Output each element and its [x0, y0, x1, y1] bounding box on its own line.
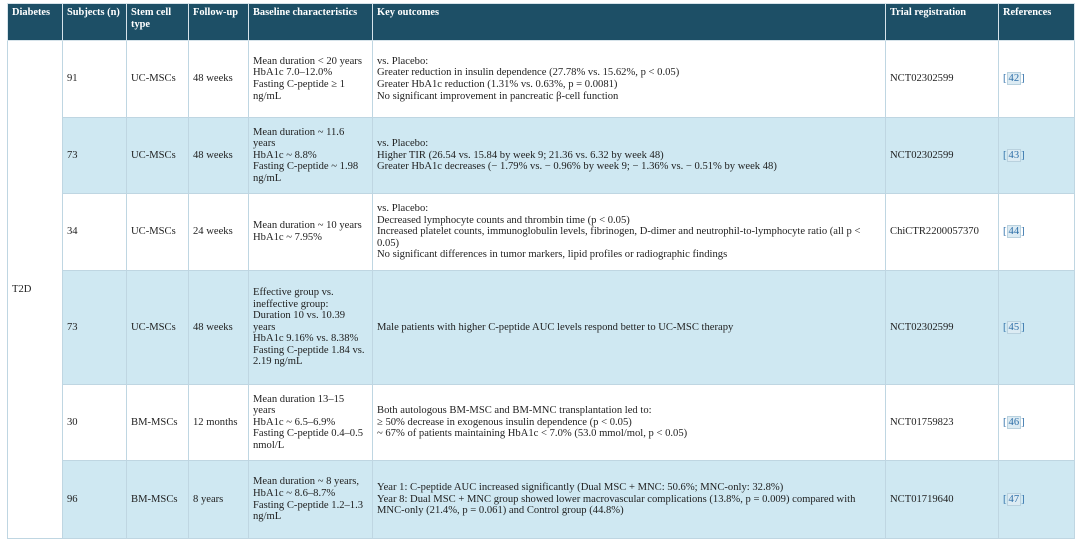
baseline-cell: [249, 118, 373, 194]
baseline-line: HbA1c ~ 6.5–6.9%: [253, 416, 336, 428]
outcome-line: Year 8: Dual MSC + MNC group showed lower macrovascular complications (13.8%, p = 0.009) compared with MNC-only (21.4%, p = 0.061) and Control group (44.8%): [377, 493, 856, 517]
baseline-line: HbA1c 9.16% vs. 8.38%: [253, 333, 359, 345]
reference-bracket-open: [: [1003, 321, 1007, 333]
stem-cell-type-cell: BM-MSCs: [127, 385, 189, 461]
subjects-cell: 91: [63, 41, 127, 118]
trial-registration-cell: NCT01719640: [886, 461, 999, 539]
trial-registration-cell: NCT02302599: [886, 271, 999, 385]
reference-bracket-open: [: [1003, 493, 1007, 505]
baseline-line: Mean duration < 20 years: [253, 55, 362, 67]
follow-up-cell: 48 weeks: [189, 118, 249, 194]
outcome-line: vs. Placebo:: [377, 203, 429, 215]
outcome-line: ≥ 50% decrease in exogenous insulin dependence (p < 0.05): [377, 416, 632, 428]
follow-up-cell: 48 weeks: [189, 271, 249, 385]
outcome-line: Both autologous BM-MSC and BM-MNC transplantation led to:: [377, 405, 652, 417]
header-follow-up: Follow-up: [189, 4, 249, 41]
table-row: [8, 118, 1075, 194]
baseline-cell: [249, 271, 373, 385]
baseline-line: Mean duration ~ 10 years: [253, 220, 362, 232]
baseline-line: Fasting C-peptide ≥ 1 ng/mL: [253, 79, 346, 102]
follow-up-cell: 8 years: [189, 461, 249, 539]
stem-cell-type-cell: UC-MSCs: [127, 41, 189, 118]
reference-bracket-close: ]: [1021, 73, 1025, 85]
reference-bracket-close: ]: [1021, 493, 1025, 505]
trial-registration-cell: NCT02302599: [886, 118, 999, 194]
baseline-line: HbA1c ~ 8.6–8.7%: [253, 487, 336, 499]
trial-registration-cell: ChiCTR2200057370: [886, 194, 999, 271]
header-references: References: [999, 4, 1075, 41]
reference-cell: [999, 271, 1075, 385]
key-outcomes-cell: [373, 271, 886, 385]
table-row: [8, 385, 1075, 461]
trials-table: [7, 3, 1075, 539]
outcome-line: vs. Placebo:: [377, 55, 429, 67]
diabetes-type-cell: T2D: [8, 41, 63, 539]
baseline-line: Mean duration ~ 8 years,: [253, 476, 360, 488]
table-row: [8, 41, 1075, 118]
trial-registration-cell: NCT01759823: [886, 385, 999, 461]
reference-bracket-open: [: [1003, 149, 1007, 161]
baseline-line: HbA1c 7.0–12.0%: [253, 67, 333, 79]
outcome-line: Year 1: C-peptide AUC increased significantly (Dual MSC + MNC: 50.6%; MNC-only: 32.8%): [377, 482, 784, 494]
reference-cell: [999, 385, 1075, 461]
baseline-cell: [249, 385, 373, 461]
reference-cell: [999, 194, 1075, 271]
reference-bracket-close: ]: [1021, 149, 1025, 161]
reference-bracket-close: ]: [1021, 321, 1025, 333]
stem-cell-type-cell: UC-MSCs: [127, 118, 189, 194]
follow-up-cell: 12 months: [189, 385, 249, 461]
header-trial-registration: Trial registration: [886, 4, 999, 41]
baseline-line: Duration 10 vs. 10.39 years: [253, 310, 346, 333]
header-row: [8, 4, 1075, 41]
stem-cell-type-cell: BM-MSCs: [127, 461, 189, 539]
reference-cell: [999, 461, 1075, 539]
outcome-line: Greater HbA1c reduction (1.31% vs. 0.63%, p = 0.0081): [377, 79, 618, 90]
subjects-cell: 73: [63, 271, 127, 385]
reference-bracket-open: [: [1003, 226, 1007, 238]
baseline-cell: [249, 41, 373, 118]
baseline-line: Fasting C-peptide 1.84 vs. 2.19 ng/mL: [253, 344, 365, 368]
header-key-outcomes: Key outcomes: [373, 4, 886, 41]
subjects-cell: 73: [63, 118, 127, 194]
outcome-line: Greater reduction in insulin dependence (27.78% vs. 15.62%, p < 0.05): [377, 67, 680, 79]
outcome-line: Increased platelet counts, immunoglobulin levels, fibrinogen, D-dimer and neutrophil-to-lymphocyte ratio (all p < 0.05): [377, 226, 861, 249]
key-outcomes-cell: [373, 41, 886, 118]
table-row: [8, 271, 1075, 385]
reference-bracket-open: [: [1003, 73, 1007, 85]
reference-cell: [999, 118, 1075, 194]
reference-link[interactable]: 42: [1008, 73, 1020, 85]
header-stem-cell-type: Stem cell type: [127, 4, 189, 41]
reference-link[interactable]: 47: [1008, 493, 1020, 505]
baseline-cell: [249, 194, 373, 271]
header-diabetes: Diabetes: [8, 4, 63, 41]
key-outcomes-cell: [373, 461, 886, 539]
key-outcomes-cell: [373, 385, 886, 461]
trial-registration-cell: NCT02302599: [886, 41, 999, 118]
reference-bracket-close: ]: [1021, 416, 1025, 428]
reference-bracket-close: ]: [1021, 226, 1025, 238]
reference-link[interactable]: 46: [1008, 416, 1020, 428]
key-outcomes-cell: [373, 194, 886, 271]
baseline-line: HbA1c ~ 7.95%: [253, 232, 322, 243]
subjects-cell: 96: [63, 461, 127, 539]
key-outcomes-cell: [373, 118, 886, 194]
baseline-line: Fasting C-peptide 0.4–0.5 nmol/L: [253, 428, 364, 451]
baseline-line: Fasting C-peptide 1.2–1.3 ng/mL: [253, 499, 364, 523]
baseline-line: Mean duration ~ 11.6 years: [253, 126, 345, 150]
reference-cell: [999, 41, 1075, 118]
outcome-line: Higher TIR (26.54 vs. 15.84 by week 9; 21.36 vs. 6.32 by week 48): [377, 149, 664, 161]
header-subjects: Subjects (n): [63, 4, 127, 41]
table-row: [8, 461, 1075, 539]
reference-link[interactable]: 45: [1008, 321, 1020, 333]
reference-link[interactable]: 43: [1008, 149, 1020, 161]
header-baseline: Baseline characteristics: [249, 4, 373, 41]
outcome-line: No significant improvement in pancreatic β-cell function: [377, 90, 619, 102]
outcome-line: Decreased lymphocyte counts and thrombin time (p < 0.05): [377, 214, 630, 226]
subjects-cell: 34: [63, 194, 127, 271]
baseline-line: Mean duration 13–15 years: [253, 393, 345, 417]
baseline-line: Effective group vs. ineffective group:: [253, 286, 334, 310]
outcome-line: ~ 67% of patients maintaining HbA1c < 7.0% (53.0 mmol/mol, p < 0.05): [377, 428, 688, 440]
table-row: [8, 194, 1075, 271]
outcome-line: vs. Placebo:: [377, 138, 429, 150]
subjects-cell: 30: [63, 385, 127, 461]
follow-up-cell: 48 weeks: [189, 41, 249, 118]
stem-cell-type-cell: UC-MSCs: [127, 271, 189, 385]
stem-cell-type-cell: UC-MSCs: [127, 194, 189, 271]
outcome-line: No significant differences in tumor markers, lipid profiles or radiographic findings: [377, 249, 728, 261]
outcome-line: Greater HbA1c decreases (− 1.79% vs. − 0.96% by week 9; − 1.36% vs. − 0.51% by week 48): [377, 161, 777, 173]
follow-up-cell: 24 weeks: [189, 194, 249, 271]
outcome-line: Male patients with higher C-peptide AUC levels respond better to UC-MSC therapy: [377, 321, 734, 333]
baseline-line: HbA1c ~ 8.8%: [253, 149, 317, 161]
reference-bracket-open: [: [1003, 416, 1007, 428]
reference-link[interactable]: 44: [1008, 226, 1020, 238]
baseline-line: Fasting C-peptide ~ 1.98 ng/mL: [253, 161, 359, 184]
baseline-cell: [249, 461, 373, 539]
